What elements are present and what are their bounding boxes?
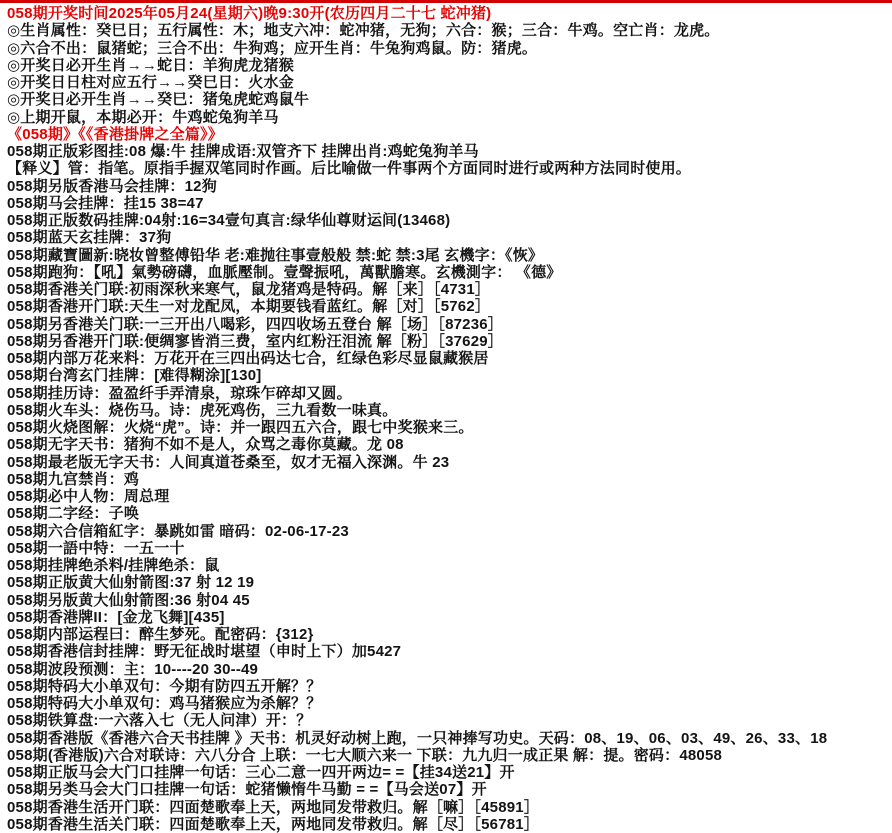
text-line: 058期火车头：烧伤马。诗：虎死鸡伤，三九看数一味真。 [7, 401, 398, 419]
text-line: 058期铁算盘:一六落入七（无人问津）开：？ [7, 712, 312, 730]
text-line: ◎开奖日必开生肖→→蛇日：羊狗虎龙猪猴 [7, 56, 294, 74]
text-line: 058期另类马会大门口挂牌一句话：蛇猪懒惰牛马勤 = =【马会送07】开 [7, 781, 487, 799]
text-line: 058期另香港开门联:便绸寥皆消三费，室内红粉汪泪流 解［粉］［37629］ [7, 332, 504, 350]
text-line: 058期跑狗：【吼】氣勢磅礴，血脈壓制。壹聲振吼，萬獸膽寒。玄機測字： 《德》 [7, 263, 562, 281]
text-line: ◎上期开鼠，本期必开：牛鸡蛇兔狗羊马 [7, 108, 279, 126]
text-line: 【释义】管：指笔。原指手握双笔同时作画。后比喻做一件事两个方面同时进行或两种方法同时使用。 [7, 160, 692, 178]
text-line: 058期香港开门联:天生一对龙配凤，本期要钱看蓝红。解［对］［5762］ [7, 298, 491, 316]
text-line: ◎开奖日必开生肖→→癸巳：猪兔虎蛇鸡鼠牛 [7, 91, 310, 109]
text-line: 058期无字天书：猪狗不如不是人，众骂之毒你莫藏。龙 08 [7, 436, 404, 454]
text-line: 058期特码大小单双句：今期有防四五开解？？ [7, 677, 322, 695]
text-line: 058期一語中特：一五一十 [7, 539, 185, 557]
text-line: 058期波段预测：主：10----20 30--49 [7, 660, 259, 678]
text-line: 058期内部运程曰：醉生梦死。配密码：{312} [7, 626, 314, 643]
text-line: 058期必中人物：周总理 [7, 488, 170, 505]
text-line: 058期正版数码挂牌:04射:16=34壹句真言:绿华仙尊财运间(13468) [7, 212, 451, 229]
text-line: 058期藏寶圖新:晓妆曾整傅铅华 老:难抛往事壹般般 禁:蛇 禁:3尾 玄機字：《恢》 [7, 246, 544, 264]
text-line: 058期内部万花来料：万花开在三四出码达七合，红绿色彩尽显鼠藏猴居 [7, 350, 489, 367]
text-line: ◎生肖属性：癸巳日；五行属性：木；地支六冲：蛇冲猪，无狗；六合：猴；三合：牛鸡。空亡肖：龙虎。 [7, 22, 720, 40]
text-line: 058期正版彩图挂:08 爆:牛 挂牌成语:双管齐下 挂牌出肖:鸡蛇兔狗羊马 [7, 143, 479, 160]
text-line: 058期另版香港马会挂牌：12狗 [7, 177, 217, 195]
text-line: ◎六合不出：鼠猪蛇；三合不出：牛狗鸡；应开生肖：牛兔狗鸡鼠。防：猪虎。 [7, 39, 538, 57]
text-line: 058期最老版无字天书：人间真道苍桑至，奴才无福入深渊。牛 23 [7, 453, 450, 471]
text-line: 《058期》《《香港掛牌之全篇》》 [7, 125, 223, 143]
text-line: 058期马会挂牌：挂15 38=47 [7, 194, 204, 212]
text-line: 058期台湾玄门挂牌：[难得糊涂][130] [7, 367, 262, 385]
text-line: ◎开奖日日柱对应五行→→癸巳日：火水金 [7, 74, 294, 91]
text-line: 058期香港生活开门联：四面楚歌奉上天，两地同发带救归。解［嘛］［45891］ [7, 798, 540, 816]
content-lines [7, 5, 892, 833]
text-line: 058期正版马会大门口挂牌一句话：三心二意一四开两边= =【挂34送21】开 [7, 764, 515, 781]
text-line: 058期香港版《香港六合天书挂牌 》天书：机灵好动树上跑，一只神捧写功史。天码：08、19、06、03、49、26、33、18 [7, 729, 828, 747]
text-line: 058期另版黄大仙射箭图:36 射04 45 [7, 591, 250, 609]
text-line: 058期挂牌绝杀料/挂牌绝杀：鼠 [7, 557, 220, 574]
text-line: 058期二字经：子唤 [7, 505, 140, 523]
text-line: 058期蓝天玄挂牌：37狗 [7, 229, 172, 247]
text-line: 058期另香港关门联:一三开出八喝彩，四四收场五登台 解［场］［87236］ [7, 315, 504, 333]
text-line: 058期(香港版)六合对联诗：六八分合 上联：一七大顺六来一 下联：九九归一成正果 解：提。密码：48058 [7, 746, 723, 764]
text-line: 058期开奖时间2025年05月24(星期六)晚9:30开(农历四月二十七 蛇冲猪) [7, 5, 492, 22]
text-line: 058期挂历诗：盈盈纤手弄清泉，琼珠乍碎却又圆。 [7, 384, 352, 402]
text-line: 058期正版黄大仙射箭图:37 射 12 19 [7, 574, 255, 592]
text-line: 058期香港牌II：[金龙飞舞][435] [7, 608, 225, 626]
text-line: 058期六合信箱紅字：暴跳如雷 暗码：02-06-17-23 [7, 522, 349, 540]
text-line: 058期火烧图解：火烧“虎”。诗：并一跟四五六合，跟七中奖猴来三。 [7, 419, 474, 436]
text-line: 058期香港关门联:初雨深秋来寒气，鼠龙猪鸡是特码。解［来］［4731］ [7, 281, 491, 298]
text-line: 058期香港生活关门联：四面楚歌奉上天，两地同发带救归。解［尽］［56781］ [7, 815, 540, 833]
text-line: 058期特码大小单双句：鸡马猪猴应为杀解？？ [7, 695, 322, 712]
text-line: 058期香港信封挂牌：野无征战时堪望（申时上下）加5427 [7, 643, 402, 661]
text-line: 058期九宫禁肖：鸡 [7, 470, 140, 488]
